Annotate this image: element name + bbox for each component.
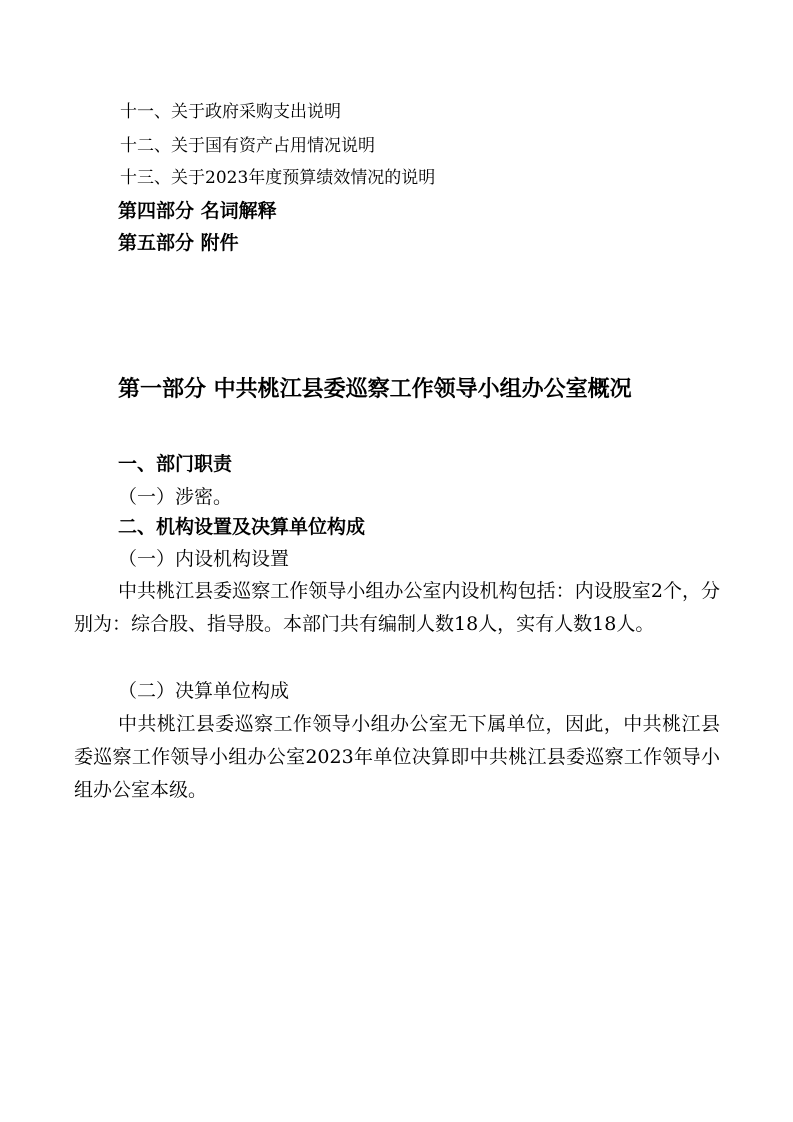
section1-item1: （一）涉密。 (118, 486, 233, 508)
toc-item-12: 十二、关于国有资产占用情况说明 (120, 136, 375, 156)
toc-part4: 第四部分 名词解释 (118, 200, 277, 222)
toc-item-11: 十一、关于政府采购支出说明 (120, 102, 341, 122)
part1-title: 第一部分 中共桃江县委巡察工作领导小组办公室概况 (118, 376, 632, 402)
section1-heading: 一、部门职责 (118, 453, 233, 475)
section2-para2: 中共桃江县委巡察工作领导小组办公室无下属单位，因此，中共桃江县委巡察工作领导小组办公室2023年单位决算即中共桃江县委巡察工作领导小组办公室本级。 (74, 713, 720, 801)
toc-part5: 第五部分 附件 (118, 232, 239, 254)
toc-item-13: 十三、关于2023年度预算绩效情况的说明 (120, 168, 436, 188)
section2-sub2: （二）决算单位构成 (118, 680, 290, 702)
section2-sub1: （一）内设机构设置 (118, 548, 290, 570)
section2-heading: 二、机构设置及决算单位构成 (118, 516, 366, 538)
section2-para1: 中共桃江县委巡察工作领导小组办公室内设机构包括：内设股室2个，分别为：综合股、指导股。本部门共有编制人数18人，实有人数18人。 (74, 580, 720, 635)
